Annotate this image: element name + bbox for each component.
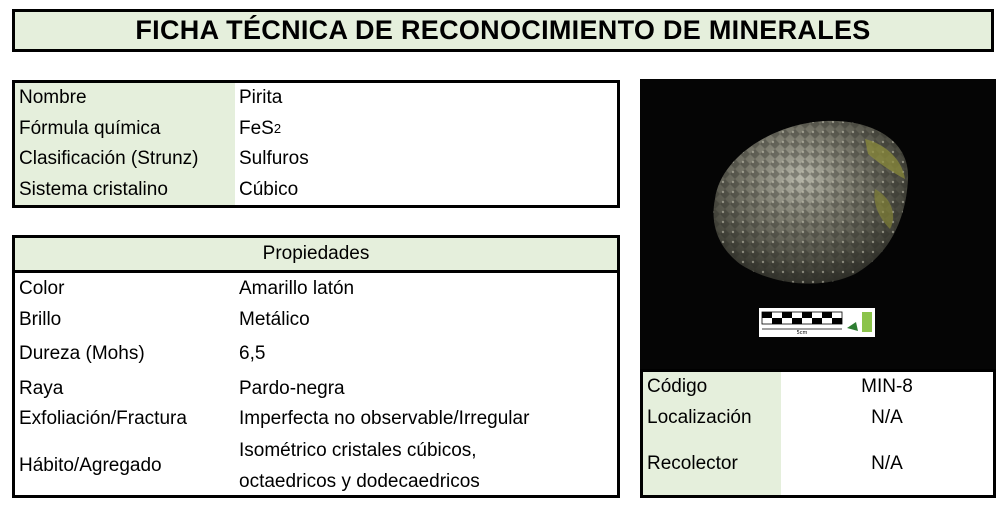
code-value: MIN-8	[861, 376, 913, 397]
scale-label: 5cm	[796, 330, 808, 336]
table-row	[15, 83, 617, 114]
habit-value-line1: Isométrico cristales cúbicos,	[239, 440, 477, 461]
pyrite-specimen-image	[640, 79, 996, 369]
luster-label: Brillo	[19, 308, 62, 330]
basic-info-table	[12, 80, 620, 208]
specimen-info-table	[640, 369, 996, 498]
streak-value: Pardo-negra	[239, 377, 345, 399]
collector-value: N/A	[871, 453, 903, 474]
collector-label: Recolector	[643, 433, 781, 495]
table-row	[15, 273, 617, 304]
mineral-photo	[640, 79, 996, 369]
code-label: Código	[643, 372, 781, 402]
classification-value: Sulfuros	[239, 148, 309, 170]
table-row	[15, 114, 617, 145]
table-row	[15, 335, 617, 373]
cleavage-label: Exfoliación/Fractura	[19, 408, 187, 429]
luster-value: Metálico	[239, 308, 310, 330]
table-row	[643, 372, 993, 402]
table-row	[643, 433, 993, 495]
properties-table	[12, 235, 620, 498]
hardness-label: Dureza (Mohs)	[19, 343, 145, 364]
table-row	[15, 304, 617, 335]
formula-text: FeS	[239, 117, 274, 139]
habit-value-line2: octaedricos y dodecaedricos	[239, 471, 480, 492]
hardness-value: 6,5	[239, 343, 266, 364]
classification-label: Clasificación (Strunz)	[15, 144, 235, 175]
table-row	[643, 402, 993, 433]
page-title: FICHA TÉCNICA DE RECONOCIMIENTO DE MINERALES	[12, 9, 994, 52]
cleavage-value: Imperfecta no observable/Irregular	[239, 408, 530, 429]
table-row	[15, 144, 617, 175]
crystal-system-label: Sistema cristalino	[15, 175, 235, 206]
habit-value	[235, 434, 617, 498]
habit-label: Hábito/Agregado	[19, 455, 162, 476]
location-value: N/A	[871, 406, 903, 428]
properties-header: Propiedades	[15, 238, 617, 273]
table-row	[15, 373, 617, 404]
formula-value	[235, 114, 617, 145]
color-label: Color	[19, 277, 65, 299]
name-value: Pirita	[239, 87, 283, 109]
formula-label: Fórmula química	[15, 114, 235, 145]
location-label: Localización	[643, 402, 781, 433]
table-row	[15, 404, 617, 434]
scale-bar	[759, 308, 875, 337]
name-label: Nombre	[15, 83, 235, 114]
table-row	[15, 434, 617, 498]
color-value: Amarillo latón	[239, 277, 355, 299]
streak-label: Raya	[19, 377, 64, 399]
crystal-system-value: Cúbico	[239, 178, 299, 200]
table-row	[15, 175, 617, 206]
formula-subscript: 2	[273, 121, 282, 137]
